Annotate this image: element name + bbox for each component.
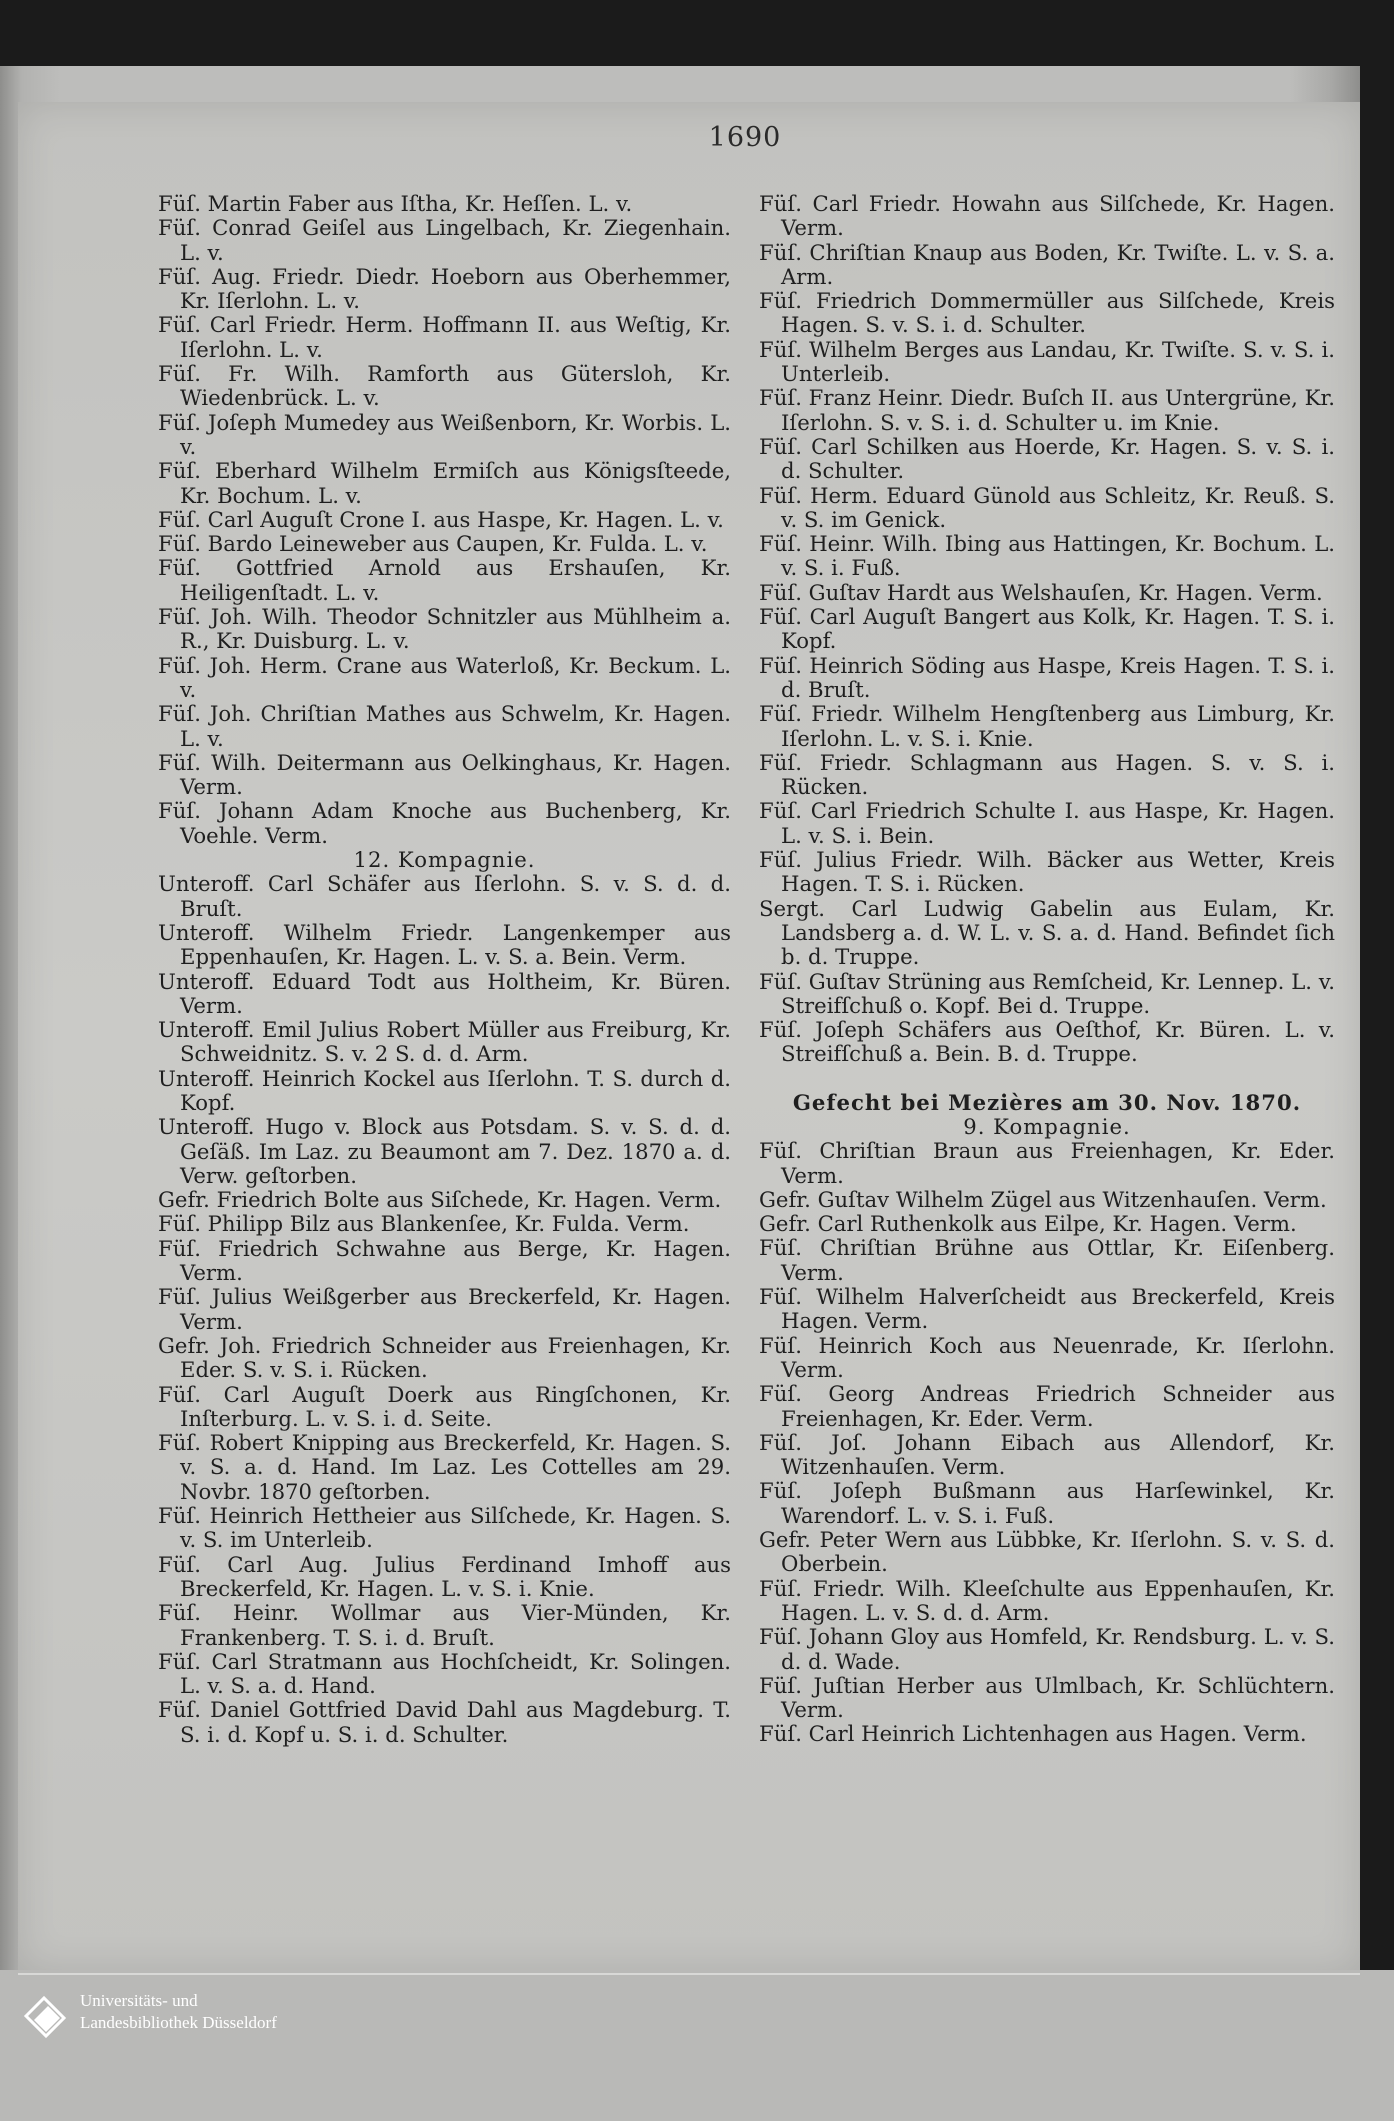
casualty-entry: Unteroff. Carl Schäfer aus Iſerlohn. S. v. S. d. d. Bruſt. (158, 871, 731, 921)
casualty-entry: Füſ. Gottfried Arnold aus Ershauſen, Kr. Heiligenſtadt. L. v. (158, 555, 731, 605)
casualty-entry: Unteroff. Eduard Todt aus Holtheim, Kr. Büren. Verm. (158, 968, 731, 1018)
casualty-entry: Füſ. Joſ. Johann Eibach aus Allendorf, Kr. Witzenhauſen. Verm. (759, 1429, 1335, 1480)
casualty-entry: Füſ. Heinrich Hettheier aus Silſchede, Kr. Hagen. S. v. S. im Unterleib. (158, 1503, 731, 1553)
casualty-entry: Gefr. Joh. Friedrich Schneider aus Freienhagen, Kr. Eder. S. v. S. i. Rücken. (158, 1332, 731, 1383)
right-column (759, 192, 1335, 1747)
casualty-entry: Füſ. Friedrich Dommermüller aus Silſchede, Kreis Hagen. S. v. S. i. d. Schulter. (759, 288, 1335, 338)
company-heading: 9. Kompagnie. (963, 1113, 1131, 1139)
casualty-entry: Füſ. Heinrich Koch aus Neuenrade, Kr. Iſerlohn. Verm. (759, 1332, 1335, 1382)
casualty-entry: Füſ. Carl Aug. Julius Ferdinand Imhoff aus Breckerfeld, Kr. Hagen. L. v. S. i. Knie. (158, 1551, 731, 1601)
casualty-entry: Füſ. Chriſtian Knaup aus Boden, Kr. Twiſte. L. v. S. a. Arm. (759, 239, 1335, 289)
casualty-entry: Füſ. Carl Auguſt Bangert aus Kolk, Kr. Hagen. T. S. i. Kopf. (759, 604, 1335, 654)
casualty-entry: Füſ. Joſeph Schäfers aus Oeſthof, Kr. Büren. L. v. Streifſchuß a. Bein. B. d. Truppe. (759, 1017, 1335, 1067)
casualty-entry: Füſ. Carl Heinrich Lichtenhagen aus Hagen. Verm. (759, 1721, 1307, 1747)
library-credit-line-1: Universitäts- und (80, 1991, 198, 2010)
casualty-entry: Füſ. Carl Friedr. Howahn aus Silſchede, Kr. Hagen. Verm. (759, 191, 1335, 241)
casualty-entry: Füſ. Philipp Bilz aus Blankenſee, Kr. Fulda. Verm. (158, 1211, 690, 1237)
casualty-entry: Füſ. Joſeph Mumedey aus Weißenborn, Kr. Worbis. L. v. (158, 409, 731, 459)
casualty-entry: Füſ. Julius Weißgerber aus Breckerfeld, Kr. Hagen. Verm. (158, 1284, 731, 1334)
casualty-entry: Füſ. Carl Friedrich Schulte I. aus Haspe, Kr. Hagen. L. v. S. i. Bein. (759, 798, 1335, 848)
casualty-entry: Füſ. Joh. Chriſtian Mathes aus Schwelm, Kr. Hagen. L. v. (158, 701, 731, 751)
casualty-entry: Füſ. Bardo Leineweber aus Caupen, Kr. Fulda. L. v. (158, 531, 708, 557)
library-credit-line-2: Landesbibliothek Düsseldorf (80, 2013, 277, 2032)
casualty-entry: Füſ. Carl Auguſt Doerk aus Ringſchonen, Kr. Inſterburg. L. v. S. i. d. Seite. (158, 1381, 731, 1431)
casualty-entry: Füſ. Daniel Gottfried David Dahl aus Magdeburg. T. S. i. d. Kopf u. S. i. d. Schulter. (158, 1697, 731, 1747)
casualty-entry: Füſ. Wilh. Deitermann aus Oelkinghaus, Kr. Hagen. Verm. (158, 749, 731, 800)
casualty-entry: Füſ. Carl Schilken aus Hoerde, Kr. Hagen. S. v. S. i. d. Schulter. (759, 433, 1335, 484)
casualty-entry: Gefr. Guſtav Wilhelm Zügel aus Witzenhauſen. Verm. (759, 1186, 1327, 1212)
casualty-entry: Füſ. Martin Faber aus Iſtha, Kr. Heſſen. L. v. (158, 191, 633, 216)
casualty-entry: Füſ. Heinrich Söding aus Haspe, Kreis Hagen. T. S. i. d. Bruſt. (759, 652, 1335, 702)
casualty-entry: Füſ. Carl Stratmann aus Hochſcheidt, Kr. Solingen. L. v. S. a. d. Hand. (158, 1648, 731, 1699)
casualty-entry: Füſ. Georg Andreas Friedrich Schneider aus Freienhagen, Kr. Eder. Verm. (759, 1381, 1335, 1431)
casualty-entry: Gefr. Carl Ruthenkolk aus Eilpe, Kr. Hagen. Verm. (759, 1211, 1297, 1237)
library-credit (80, 1990, 277, 2034)
casualty-entry: Füſ. Robert Knipping aus Breckerfeld, Kr. Hagen. S. v. S. a. d. Hand. Im Laz. Les Cottelles am 29. Novbr. 1870 geſtorben. (158, 1430, 731, 1504)
casualty-entry: Füſ. Heinr. Wilh. Ibing aus Hattingen, Kr. Bochum. L. v. S. i. Fuß. (759, 531, 1335, 581)
page-number: 1690 (708, 122, 782, 153)
casualty-entry: Füſ. Johann Gloy aus Homfeld, Kr. Rendsburg. L. v. S. d. d. Wade. (759, 1624, 1335, 1674)
casualty-entry: Füſ. Friedr. Wilh. Kleeſchulte aus Eppenhauſen, Kr. Hagen. L. v. S. d. d. Arm. (759, 1575, 1335, 1625)
casualty-entry: Füſ. Johann Adam Knoche aus Buchenberg, Kr. Voehle. Verm. (158, 798, 731, 848)
casualty-entry: Füſ. Carl Friedr. Herm. Hoffmann II. aus Weſtig, Kr. Iſerlohn. L. v. (158, 312, 731, 362)
casualty-entry: Füſ. Chriſtian Braun aus Freienhagen, Kr. Eder. Verm. (759, 1138, 1335, 1188)
casualty-entry: Füſ. Fr. Wilh. Ramforth aus Gütersloh, Kr. Wiedenbrück. L. v. (158, 361, 731, 411)
casualty-entry: Unteroff. Wilhelm Friedr. Langenkemper aus Eppenhauſen, Kr. Hagen. L. v. S. a. Bein. Verm. (158, 919, 731, 970)
casualty-entry: Füſ. Wilhelm Berges aus Landau, Kr. Twiſte. S. v. S. i. Unterleib. (759, 336, 1335, 387)
casualty-entry: Füſ. Joh. Herm. Crane aus Waterloß, Kr. Beckum. L. v. (158, 652, 731, 702)
casualty-entry: Gefr. Friedrich Bolte aus Siſchede, Kr. Hagen. Verm. (158, 1187, 722, 1213)
casualty-entry: Füſ. Friedr. Schlagmann aus Hagen. S. v. S. i. Rücken. (759, 749, 1335, 800)
ulb-duesseldorf-logo-icon (20, 1990, 72, 2042)
casualty-entry: Sergt. Carl Ludwig Gabelin aus Eulam, Kr. Landsberg a. d. W. L. v. S. a. d. Hand. Befindet ſich b. d. Truppe. (759, 895, 1335, 970)
casualty-entry: Füſ. Chriſtian Brühne aus Ottlar, Kr. Eiſenberg. Verm. (759, 1235, 1335, 1285)
battle-heading: Gefecht bei Mezières am 30. Nov. 1870. (792, 1089, 1302, 1115)
casualty-entry: Unteroff. Emil Julius Robert Müller aus Freiburg, Kr. Schweidnitz. S. v. 2 S. d. d. Arm. (158, 1017, 731, 1067)
casualty-entry: Gefr. Peter Wern aus Lübbke, Kr. Iſerlohn. S. v. S. d. Oberbein. (759, 1527, 1335, 1577)
casualty-entry: Füſ. Carl Auguſt Crone I. aus Haspe, Kr. Hagen. L. v. (158, 506, 724, 532)
company-heading: 12. Kompagnie. (353, 847, 536, 873)
left-column (158, 192, 731, 1747)
casualty-entry: Füſ. Herm. Eduard Günold aus Schleitz, Kr. Reuß. S. v. S. im Genick. (759, 482, 1335, 532)
casualty-entry: Füſ. Franz Heinr. Diedr. Buſch II. aus Untergrüne, Kr. Iſerlohn. S. v. S. i. d. Schulter u. im Knie. (759, 385, 1335, 435)
footer-divider (18, 1973, 1360, 1975)
casualty-entry: Füſ. Friedrich Schwahne aus Berge, Kr. Hagen. Verm. (158, 1235, 731, 1286)
casualty-entry: Füſ. Joſeph Bußmann aus Harſewinkel, Kr. Warendorf. L. v. S. i. Fuß. (759, 1478, 1335, 1528)
casualty-entry: Füſ. Joh. Wilh. Theodor Schnitzler aus Mühlheim a. R., Kr. Duisburg. L. v. (158, 604, 731, 654)
casualty-entry: Füſ. Eberhard Wilhelm Ermiſch aus Königsſteede, Kr. Bochum. L. v. (158, 458, 731, 508)
casualty-entry: Füſ. Friedr. Wilhelm Hengſtenberg aus Limburg, Kr. Iſerlohn. L. v. S. i. Knie. (759, 701, 1335, 751)
casualty-entry: Füſ. Wilhelm Halverſcheidt aus Breckerfeld, Kreis Hagen. Verm. (759, 1284, 1335, 1334)
casualty-entry: Füſ. Guſtav Hardt aus Welshauſen, Kr. Hagen. Verm. (759, 579, 1323, 605)
casualty-entry: Füſ. Conrad Geiſel aus Lingelbach, Kr. Ziegenhain. L. v. (158, 215, 731, 265)
casualty-entry: Füſ. Aug. Friedr. Diedr. Hoeborn aus Oberhemmer, Kr. Iſerlohn. L. v. (158, 263, 731, 314)
casualty-entry: Füſ. Julius Friedr. Wilh. Bäcker aus Wetter, Kreis Hagen. T. S. i. Rücken. (759, 847, 1335, 897)
casualty-entry: Füſ. Guſtav Strüning aus Remſcheid, Kr. Lennep. L. v. Streifſchuß o. Kopf. Bei d. Truppe. (759, 968, 1335, 1018)
casualty-entry: Füſ. Juſtian Herber aus Ulmlbach, Kr. Schlüchtern. Verm. (759, 1672, 1335, 1723)
casualty-entry: Unteroff. Hugo v. Block aus Potsdam. S. v. S. d. d. Geſäß. Im Laz. zu Beaumont am 7. Dez. 1870 a. d. Verw. geſtorben. (158, 1114, 731, 1188)
casualty-entry: Unteroff. Heinrich Kockel aus Iſerlohn. T. S. durch d. Kopf. (158, 1065, 731, 1115)
casualty-entry: Füſ. Heinr. Wollmar aus Vier-Münden, Kr. Frankenberg. T. S. i. d. Bruſt. (158, 1600, 731, 1650)
